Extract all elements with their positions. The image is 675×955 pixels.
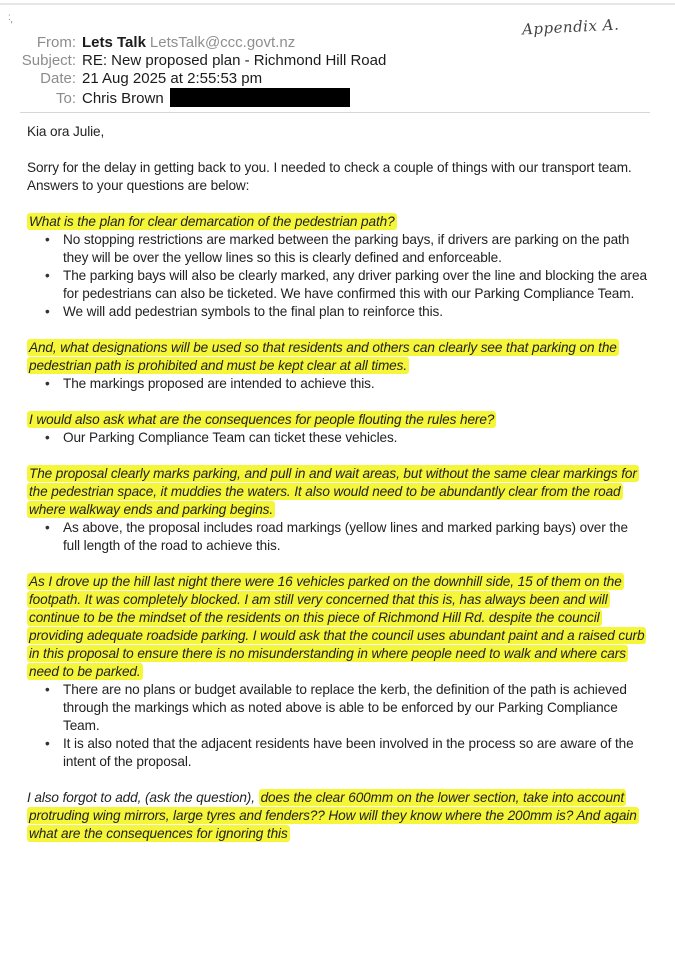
email-header bbox=[0, 34, 675, 106]
to-label: To: bbox=[55, 90, 76, 107]
answer-item: • Our Parking Compliance Team can ticket these vehicles. bbox=[63, 429, 647, 447]
answers-5 bbox=[27, 681, 647, 771]
recipient-name: Chris Brown bbox=[82, 90, 164, 107]
question-1: What is the plan for clear demarcation of the pedestrian path? bbox=[29, 214, 395, 229]
subject-label: Subject: bbox=[21, 52, 76, 69]
answers-4 bbox=[27, 519, 647, 555]
answer-item: • As above, the proposal includes road markings (yellow lines and marked parking bays) over the full length of the road to achieve this. bbox=[63, 519, 647, 555]
answer-item: • There are no plans or budget available to replace the kerb, the definition of the path is achieved through the markings which as noted above is able to be enforced by our Parking Compliance Team. bbox=[63, 681, 647, 735]
answers-1 bbox=[27, 231, 647, 321]
subject-value: RE: New proposed plan - Richmond Hill Road bbox=[82, 52, 387, 69]
answer-item: • No stopping restrictions are marked between the parking bays, if drivers are parking on the path they will be over the yellow lines so this is clearly defined and enforceable. bbox=[63, 231, 647, 267]
header-date-row bbox=[0, 70, 675, 88]
scan-specks: : ' bbox=[8, 12, 13, 31]
answer-item: • The parking bays will also be clearly marked, any driver parking over the line and blocking the area for pedestrians can also be ticketed. We have confirmed this with our Parking Compliance Team. bbox=[63, 267, 647, 303]
final-question bbox=[27, 789, 647, 843]
sender-name: Lets Talk bbox=[82, 34, 146, 51]
date-label: Date: bbox=[40, 70, 76, 87]
intro-paragraph: Sorry for the delay in getting back to you. I needed to check a couple of things with our transport team. Answers to your questions are below: bbox=[27, 160, 632, 193]
page-top-edge bbox=[0, 3, 675, 5]
greeting: Kia ora Julie, bbox=[27, 124, 105, 139]
question-5: As I drove up the hill last night there were 16 vehicles parked on the downhill side, 15 of them on the footpath. It was completely blocked. I am still very concerned that this is, has always been and will continue to be the mindset of the residents on this piece of Richmond Hill Rd. despite the council providing adequate roadside parking. I would ask that the council uses abundant paint and a raised curb in this proposal to ensure there is no misunderstanding in where people need to walk and where cars need to be parked. bbox=[29, 574, 645, 679]
answer-item: • It is also noted that the adjacent residents have been involved in the process so are aware of the intent of the proposal. bbox=[63, 735, 647, 771]
final-question-highlighted: does the clear 600mm on the lower section, take into account protruding wing mirrors, large tyres and fenders?? How will they know where the 200mm is? And again what are the consequences for ignoring this bbox=[29, 790, 637, 841]
answers-2 bbox=[27, 375, 647, 393]
answers-3 bbox=[27, 429, 647, 447]
header-to-row bbox=[0, 88, 675, 106]
answer-item: • We will add pedestrian symbols to the final plan to reinforce this. bbox=[63, 303, 647, 321]
question-3: I would also ask what are the consequences for people flouting the rules here? bbox=[29, 412, 495, 427]
question-2: And, what designations will be used so that residents and others can clearly see that parking on the pedestrian path is prohibited and must be kept clear at all times. bbox=[29, 340, 617, 373]
email-body bbox=[27, 123, 647, 843]
redacted-email-block bbox=[170, 88, 350, 107]
handwritten-annotation: Appendix A. bbox=[521, 15, 620, 39]
header-subject-row bbox=[0, 52, 675, 70]
final-question-prefix: I also forgot to add, (ask the question), bbox=[27, 790, 255, 805]
from-label: From: bbox=[36, 34, 76, 51]
header-divider bbox=[20, 112, 650, 113]
answer-item: • The markings proposed are intended to achieve this. bbox=[63, 375, 647, 393]
sender-email[interactable]: LetsTalk@ccc.govt.nz bbox=[149, 34, 296, 51]
question-4: The proposal clearly marks parking, and pull in and wait areas, but without the same clear markings for the pedestrian space, it muddies the waters. It also would need to be abundantly clear from the road where walkway ends and parking begins. bbox=[29, 466, 637, 517]
header-from-row bbox=[0, 34, 675, 52]
date-value: 21 Aug 2025 at 2:55:53 pm bbox=[82, 70, 263, 87]
